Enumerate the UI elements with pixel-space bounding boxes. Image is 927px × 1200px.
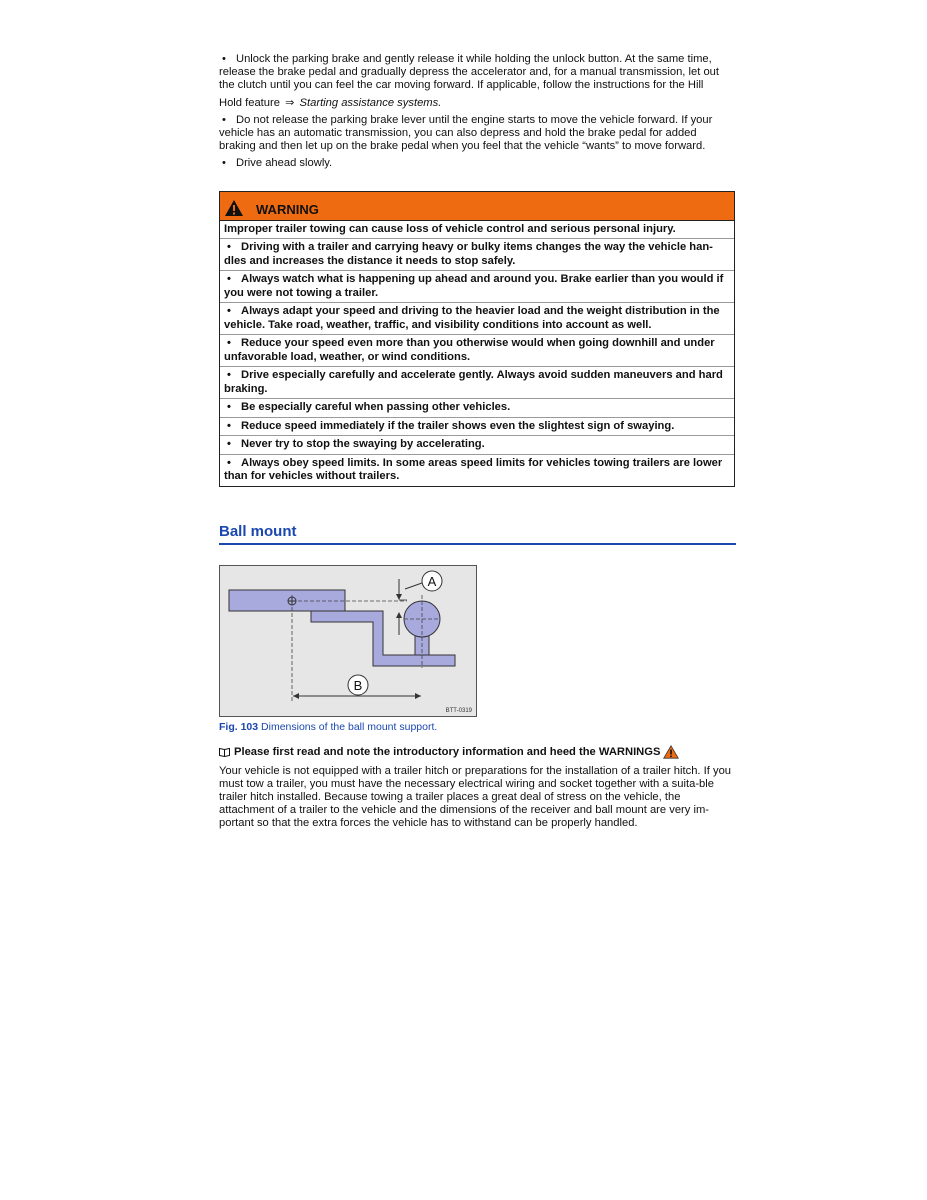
- note-heading: [219, 745, 736, 759]
- warning-header: [220, 192, 734, 221]
- warning-item-text: Reduce your speed even more than you otherwise would when going downhill and under unfavorable load, weather, or wind conditions.: [224, 337, 715, 363]
- warning-item: [220, 398, 734, 417]
- label-a: A: [427, 573, 437, 589]
- warning-triangle-icon: [663, 745, 679, 759]
- bullet: •: [227, 456, 231, 469]
- book-icon: [219, 747, 230, 757]
- warning-item: [220, 270, 734, 302]
- warning-item: [220, 454, 734, 486]
- bullet: •: [227, 305, 231, 318]
- note-body: Your vehicle is not equipped with a trailer hitch or preparations for the installation of a trailer hitch. If you must tow a trailer, you must have the necessary electrical wiring and socket together with a suita-ble trailer hitch installed. Because towing a trailer places a great deal of stress on the vehicle, the attachment of a trailer to the vehicle and the dimensions of the receiver and ball mount are very im-portant so that the extra forces the vehicle has to withstand can be properly handled.: [219, 764, 732, 830]
- bullet: •: [227, 241, 231, 254]
- figure-caption: [219, 721, 736, 734]
- bullet: •: [227, 337, 231, 350]
- bullet: •: [222, 53, 226, 65]
- warning-item-text: Reduce speed immediately if the trailer shows even the slightest sign of swaying.: [241, 419, 675, 432]
- bullet: •: [227, 369, 231, 382]
- bullet: •: [227, 419, 231, 432]
- warning-lead: Improper trailer towing can cause loss of vehicle control and serious personal injury.: [224, 222, 676, 235]
- xref-arrow-icon: ⇒: [285, 96, 295, 109]
- xref-link[interactable]: Starting assistance systems.: [299, 96, 442, 109]
- warning-triangle-icon: [224, 199, 244, 217]
- bullet: •: [222, 113, 226, 126]
- warning-item-text: Always adapt your speed and driving to the heavier load and the weight distribution in the vehicle. Take road, weather, traffic, and visibility conditions into account as well.: [224, 305, 720, 331]
- warning-item: [220, 417, 734, 436]
- instruction-text: Do not release the parking brake lever until the engine starts to move the vehicle forward. If your vehicle has an automatic transmission, you can also depress and hold the brake pedal for added braking and then let up on the brake pedal when you feel that the vehicle “wants” to move forward.: [219, 113, 713, 153]
- label-b: B: [353, 677, 363, 693]
- bullet: •: [227, 438, 231, 451]
- instruction-unlock-brake: [219, 53, 736, 93]
- figure-number: Fig. 103: [219, 720, 259, 733]
- warning-box: [219, 191, 735, 487]
- figure-caption-text: Dimensions of the ball mount support.: [261, 720, 438, 733]
- note-heading-text: Please first read and note the introductory information and heed the WARNINGS: [234, 745, 661, 758]
- warning-title: WARNING: [256, 201, 319, 217]
- bullet: •: [222, 157, 226, 170]
- instruction-drive-slowly: [219, 157, 736, 170]
- warning-item-text: Driving with a trailer and carrying heavy or bulky items changes the way the vehicle han-dles and increases the distance it needs to stop safely.: [224, 241, 713, 267]
- warning-list: [220, 221, 734, 486]
- manual-page: [219, 53, 736, 831]
- ball-mount-figure: [219, 565, 477, 717]
- warning-item: [220, 238, 734, 270]
- warning-item: [220, 435, 734, 454]
- warning-item-text: Be especially careful when passing other vehicles.: [241, 401, 511, 414]
- warning-item-text: Drive especially carefully and accelerate gently. Always avoid sudden maneuvers and hard braking.: [224, 369, 723, 395]
- figure-code: BTT-0319: [445, 707, 472, 714]
- section-title: Ball mount: [219, 523, 736, 545]
- ball-mount-diagram: [219, 565, 477, 717]
- warning-item: [220, 366, 734, 398]
- instruction-do-not-release: [219, 114, 736, 154]
- bullet: •: [227, 401, 231, 414]
- instruction-text: Unlock the parking brake and gently release it while holding the unlock button. At the same time, release the brake pedal and gradually depress the accelerator and, for a manual transmission, let out the clutch until you can feel the car moving forward. If applicable, follow the instructions for the Hill: [219, 53, 720, 92]
- warning-item-text: Always obey speed limits. In some areas speed limits for vehicles towing trailers are lower than for vehicles without trailers.: [224, 456, 723, 483]
- warning-item-text: Never try to stop the swaying by accelerating.: [241, 438, 485, 451]
- warning-item: [220, 302, 734, 334]
- instruction-hill-hold: [219, 97, 736, 110]
- warning-item: [220, 334, 734, 366]
- instruction-text: Hold feature: [219, 96, 280, 109]
- instruction-text: Drive ahead slowly.: [236, 157, 333, 170]
- warning-item-text: Always watch what is happening up ahead and around you. Brake earlier than you would if you were not towing a trailer.: [224, 273, 724, 299]
- bullet: •: [227, 273, 231, 286]
